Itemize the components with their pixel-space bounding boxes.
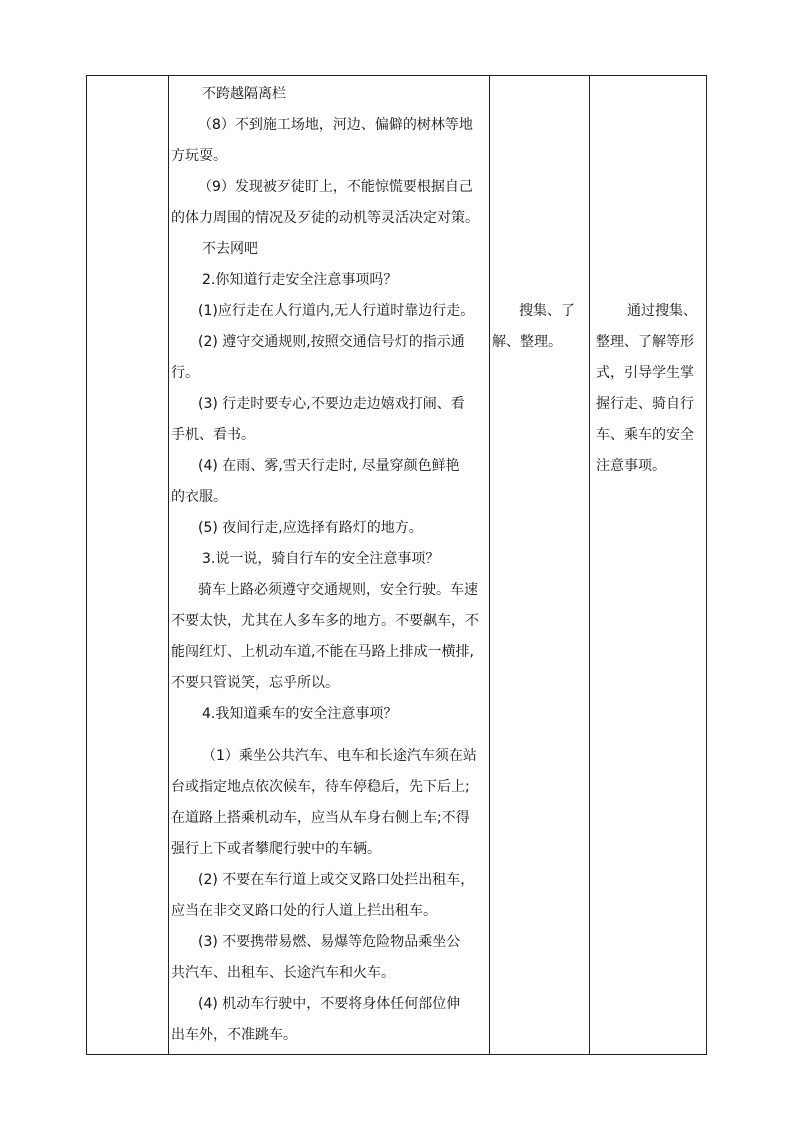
text-line: 握行走、骑自行 xyxy=(596,396,694,412)
text-line: (5) 夜间行走,应选择有路灯的地方。 xyxy=(198,520,423,536)
text-line: 的衣服。 xyxy=(171,489,227,505)
text-line: 不跨越隔离栏 xyxy=(202,86,286,102)
text-line: （1）乘坐公共汽车、电车和长途汽车须在站 xyxy=(202,748,477,764)
text-line: 骑车上路必须遵守交通规则，安全行驶。车速 xyxy=(198,582,478,598)
question-heading: 2.你知道行走安全注意事项吗？ xyxy=(202,272,398,288)
column-divider-3 xyxy=(589,76,590,1054)
question-heading: 4.我知道乘车的安全注意事项？ xyxy=(202,706,398,722)
text-line: 方玩耍。 xyxy=(171,148,227,164)
activity-column xyxy=(171,79,487,1051)
text-line: 注意事项。 xyxy=(596,458,666,474)
text-line: 台或指定地点依次候车，待车停稳后，先下后上; xyxy=(171,779,470,795)
text-line: 的体力周围的情况及歹徒的动机等灵活决定对策。 xyxy=(171,210,479,226)
text-line: 手机、看书。 xyxy=(171,427,255,443)
text-line: （8）不到施工场地，河边、偏僻的树林等地 xyxy=(198,117,473,133)
column-divider-2 xyxy=(489,76,490,1054)
column-divider-1 xyxy=(168,76,169,1054)
text-line: 不要只管说笑，忘乎所以。 xyxy=(171,675,339,691)
text-line: 通过搜集、 xyxy=(627,303,697,319)
text-line: 在道路上搭乘机动车，应当从车身右侧上车;不得 xyxy=(171,810,470,826)
text-line: (3) 不要携带易燃、易爆等危险物品乘坐公 xyxy=(198,934,461,950)
text-line: (3) 行走时要专心,不要边走边嬉戏打闹、看 xyxy=(198,396,465,412)
text-line: (1)应行走在人行道内,无人行道时靠边行走。 xyxy=(198,303,475,319)
text-line: 行。 xyxy=(171,365,199,381)
text-line: 强行上下或者攀爬行驶中的车辆。 xyxy=(171,841,381,857)
question-heading: 3.说一说，骑自行车的安全注意事项？ xyxy=(202,551,440,567)
text-line: 式，引导学生掌 xyxy=(596,365,694,381)
text-line: （9）发现被歹徒盯上，不能惊慌要根据自己 xyxy=(198,179,473,195)
text-line: 不去网吧 xyxy=(202,241,258,257)
text-line: 出车外，不准跳车。 xyxy=(171,1027,297,1043)
text-line: 解、整理。 xyxy=(492,334,562,350)
student-activity-column xyxy=(492,296,587,358)
text-line: (2) 不要在车行道上或交叉路口处拦出租车， xyxy=(198,872,475,888)
text-line: 整理、了解等形 xyxy=(596,334,694,350)
text-line: 搜集、了 xyxy=(519,303,575,319)
text-line: 能闯红灯、上机动车道,不能在马路上排成一横排, xyxy=(171,644,474,660)
text-line: (4) 机动车行驶中，不要将身体任何部位伸 xyxy=(198,996,461,1012)
lesson-table xyxy=(86,75,707,1055)
design-intent-column xyxy=(596,296,704,482)
text-line: 车、乘车的安全 xyxy=(596,427,694,443)
text-line: 共汽车、出租车、长途汽车和火车。 xyxy=(171,965,395,981)
text-line: 应当在非交叉路口处的行人道上拦出租车。 xyxy=(171,903,437,919)
text-line: (2) 遵守交通规则,按照交通信号灯的指示通 xyxy=(198,334,465,350)
text-line: (4) 在雨、雾,雪天行走时, 尽量穿颜色鲜艳 xyxy=(198,458,460,474)
text-line: 不要太快，尤其在人多车多的地方。不要飙车，不 xyxy=(171,613,479,629)
